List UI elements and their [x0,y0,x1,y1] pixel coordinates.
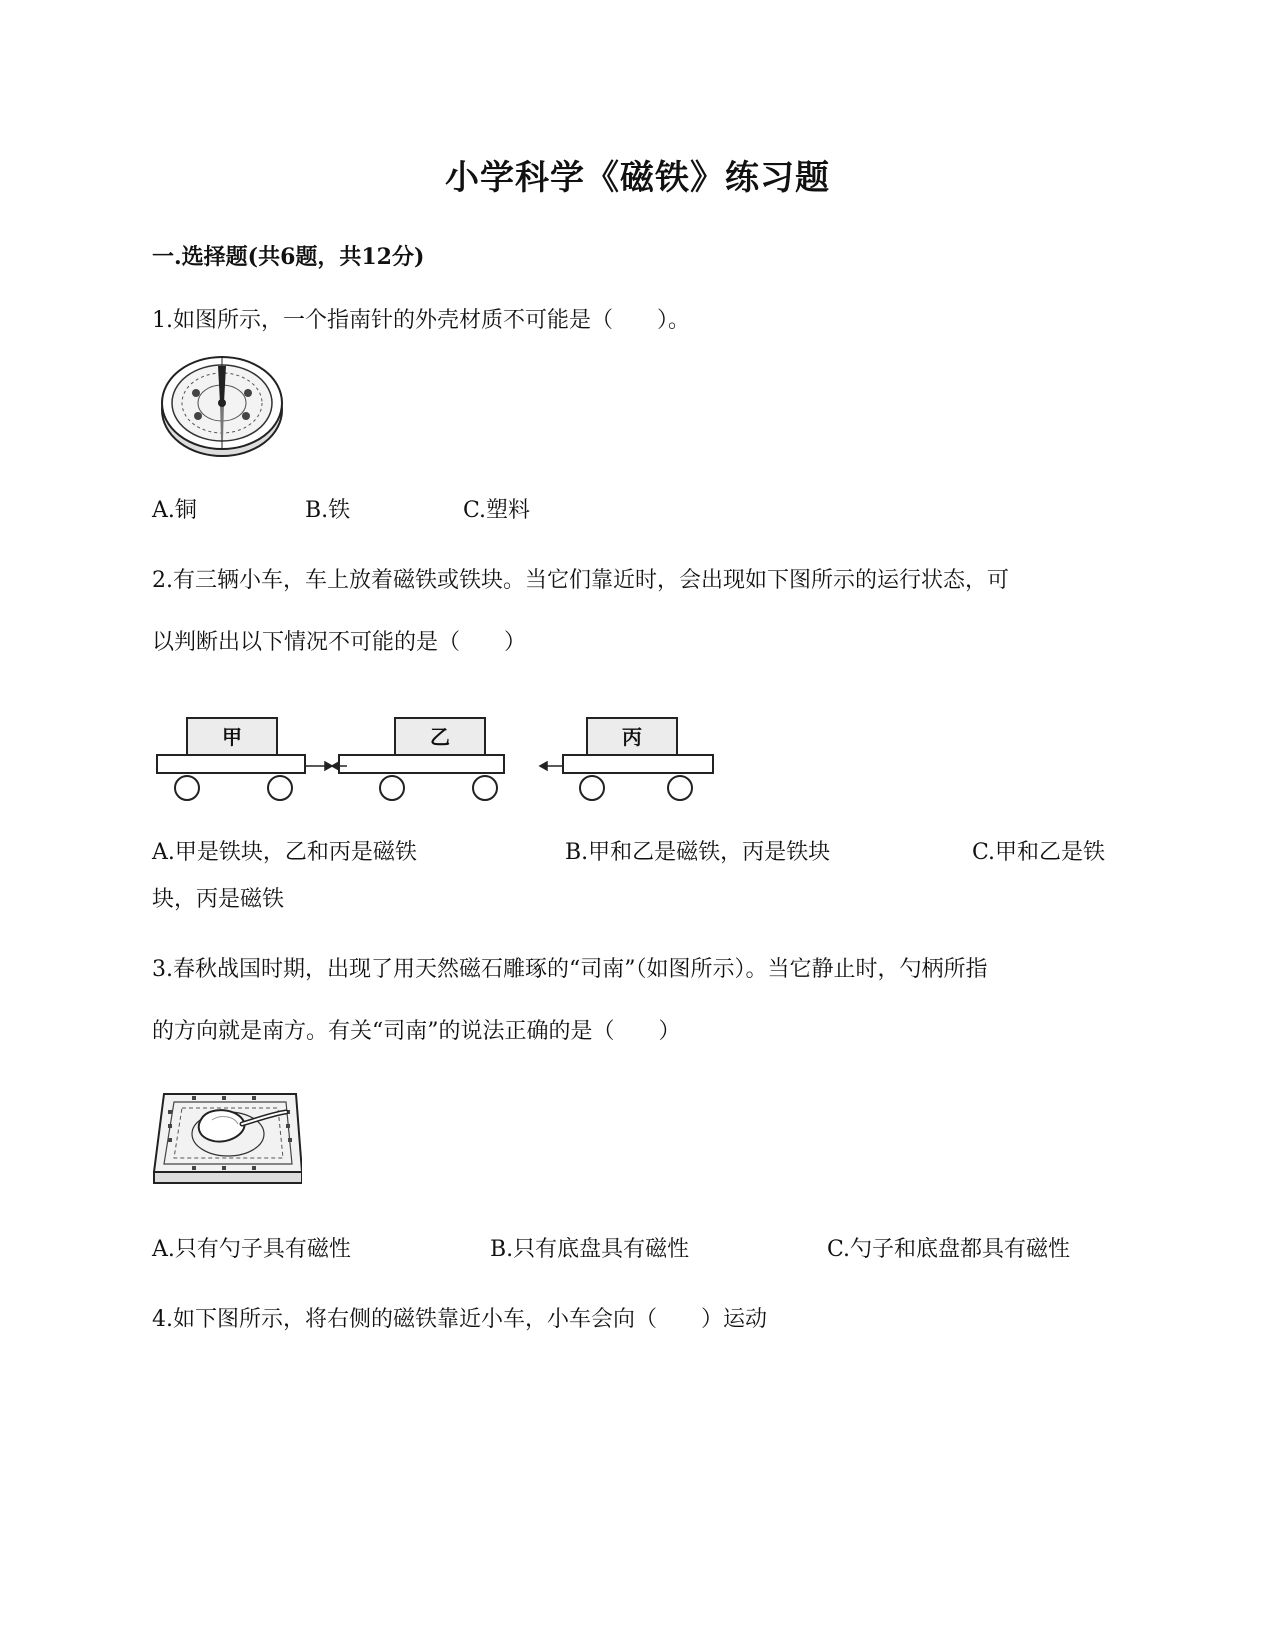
compass-icon [158,348,286,460]
q1-option-c: C.塑料 [463,498,531,523]
q1-option-a: A.铜 [152,498,197,523]
question-2-line-1: 2.有三辆小车，车上放着磁铁或铁块。当它们靠近时，会出现如下图所示的运行状态，可 [152,568,1009,593]
section-heading: 一.选择题(共6题，共12分) [152,244,425,270]
q2-option-c-continuation: 块，丙是磁铁 [152,887,285,912]
q1-option-b: B.铁 [305,498,351,523]
question-3-line-2: 的方向就是南方。有关“司南”的说法正确的是（ ） [152,1019,681,1044]
q3-option-b: B.只有底盘具有磁性 [490,1237,690,1262]
question-3-line-1: 3.春秋战国时期，出现了用天然磁石雕琢的“司南”（如图所示）。当它静止时，勺柄所指 [152,957,988,982]
q2-option-a: A.甲是铁块，乙和丙是磁铁 [152,840,417,865]
cart-label-yi: 乙 [430,725,450,749]
cart-label-bing: 丙 [622,725,642,749]
q3-option-c: C.勺子和底盘都具有磁性 [827,1237,1071,1262]
carts-figure [155,715,715,805]
sinan-spoon-icon [152,1090,302,1186]
q3-option-a: A.只有勺子具有磁性 [152,1237,351,1262]
q2-option-c: C.甲和乙是铁 [972,840,1106,865]
question-1-text: 1.如图所示，一个指南针的外壳材质不可能是（ ）。 [152,308,690,333]
cart-yi [339,718,504,800]
q2-option-b: B.甲和乙是磁铁，丙是铁块 [565,840,831,865]
question-2-line-2: 以判断出以下情况不可能的是（ ） [152,630,527,655]
page-title: 小学科学《磁铁》练习题 [445,158,830,198]
cart-label-jia: 甲 [222,725,242,749]
question-4-text: 4.如下图所示，将右侧的磁铁靠近小车，小车会向（ ）运动 [152,1307,767,1332]
